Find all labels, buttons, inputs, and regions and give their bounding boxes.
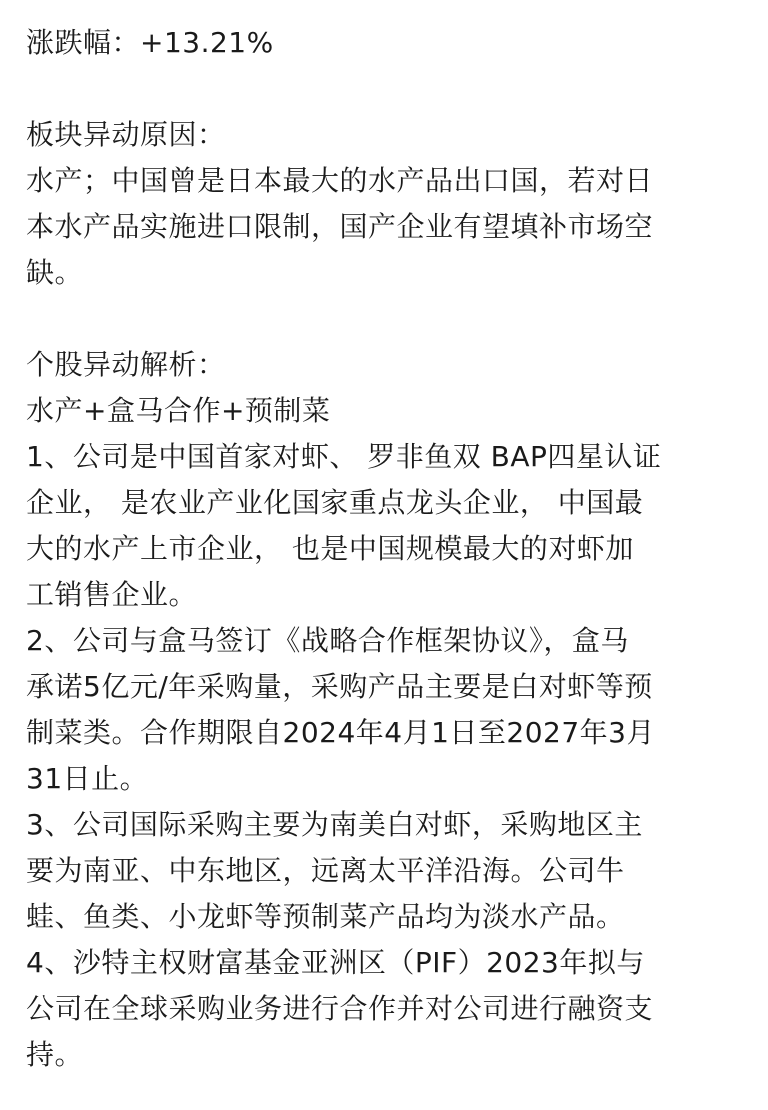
sector-reason-line: 缺。 bbox=[26, 256, 84, 289]
stock-heading: 个股异动解析： bbox=[26, 348, 226, 381]
point-line: 持。 bbox=[26, 1038, 84, 1071]
point-line: 承诺5亿元/年采购量，采购产品主要是白对虾等预 bbox=[26, 670, 653, 703]
point-line: 4、沙特主权财富基金亚洲区（PIF）2023年拟与 bbox=[26, 946, 645, 979]
spacer bbox=[26, 66, 754, 112]
sector-section bbox=[26, 112, 754, 296]
point-line: 31日止。 bbox=[26, 762, 149, 795]
point-line: 企业， 是农业产业化国家重点龙头企业， 中国最 bbox=[26, 486, 644, 519]
point-line: 要为南亚、中东地区，远离太平洋沿海。公司牛 bbox=[26, 854, 625, 887]
point-3 bbox=[26, 802, 754, 940]
point-line: 工销售企业。 bbox=[26, 578, 198, 611]
sector-heading: 板块异动原因： bbox=[26, 118, 226, 151]
point-line: 公司在全球采购业务进行合作并对公司进行融资支 bbox=[26, 992, 654, 1025]
point-2 bbox=[26, 618, 754, 802]
point-4 bbox=[26, 940, 754, 1078]
point-line: 制菜类。合作期限自2024年4月1日至2027年3月 bbox=[26, 716, 655, 749]
point-1 bbox=[26, 434, 754, 618]
point-line: 蛙、鱼类、小龙虾等预制菜产品均为淡水产品。 bbox=[26, 900, 625, 933]
sector-reason-line: 水产；中国曾是日本最大的水产品出口国，若对日 bbox=[26, 164, 654, 197]
point-line: 1、公司是中国首家对虾、 罗非鱼双 BAP四星认证 bbox=[26, 440, 662, 473]
point-line: 2、公司与盒马签订《战略合作框架协议》，盒马 bbox=[26, 624, 629, 657]
price-change: 涨跌幅：+13.21% bbox=[26, 26, 274, 59]
sector-reason-line: 本水产品实施进口限制，国产企业有望填补市场空 bbox=[26, 210, 654, 243]
spacer bbox=[26, 296, 754, 342]
stock-tags: 水产+盒马合作+预制菜 bbox=[26, 394, 331, 427]
point-line: 3、公司国际采购主要为南美白对虾，采购地区主 bbox=[26, 808, 643, 841]
stock-section bbox=[26, 342, 754, 1078]
point-line: 大的水产上市企业， 也是中国规模最大的对虾加 bbox=[26, 532, 634, 565]
